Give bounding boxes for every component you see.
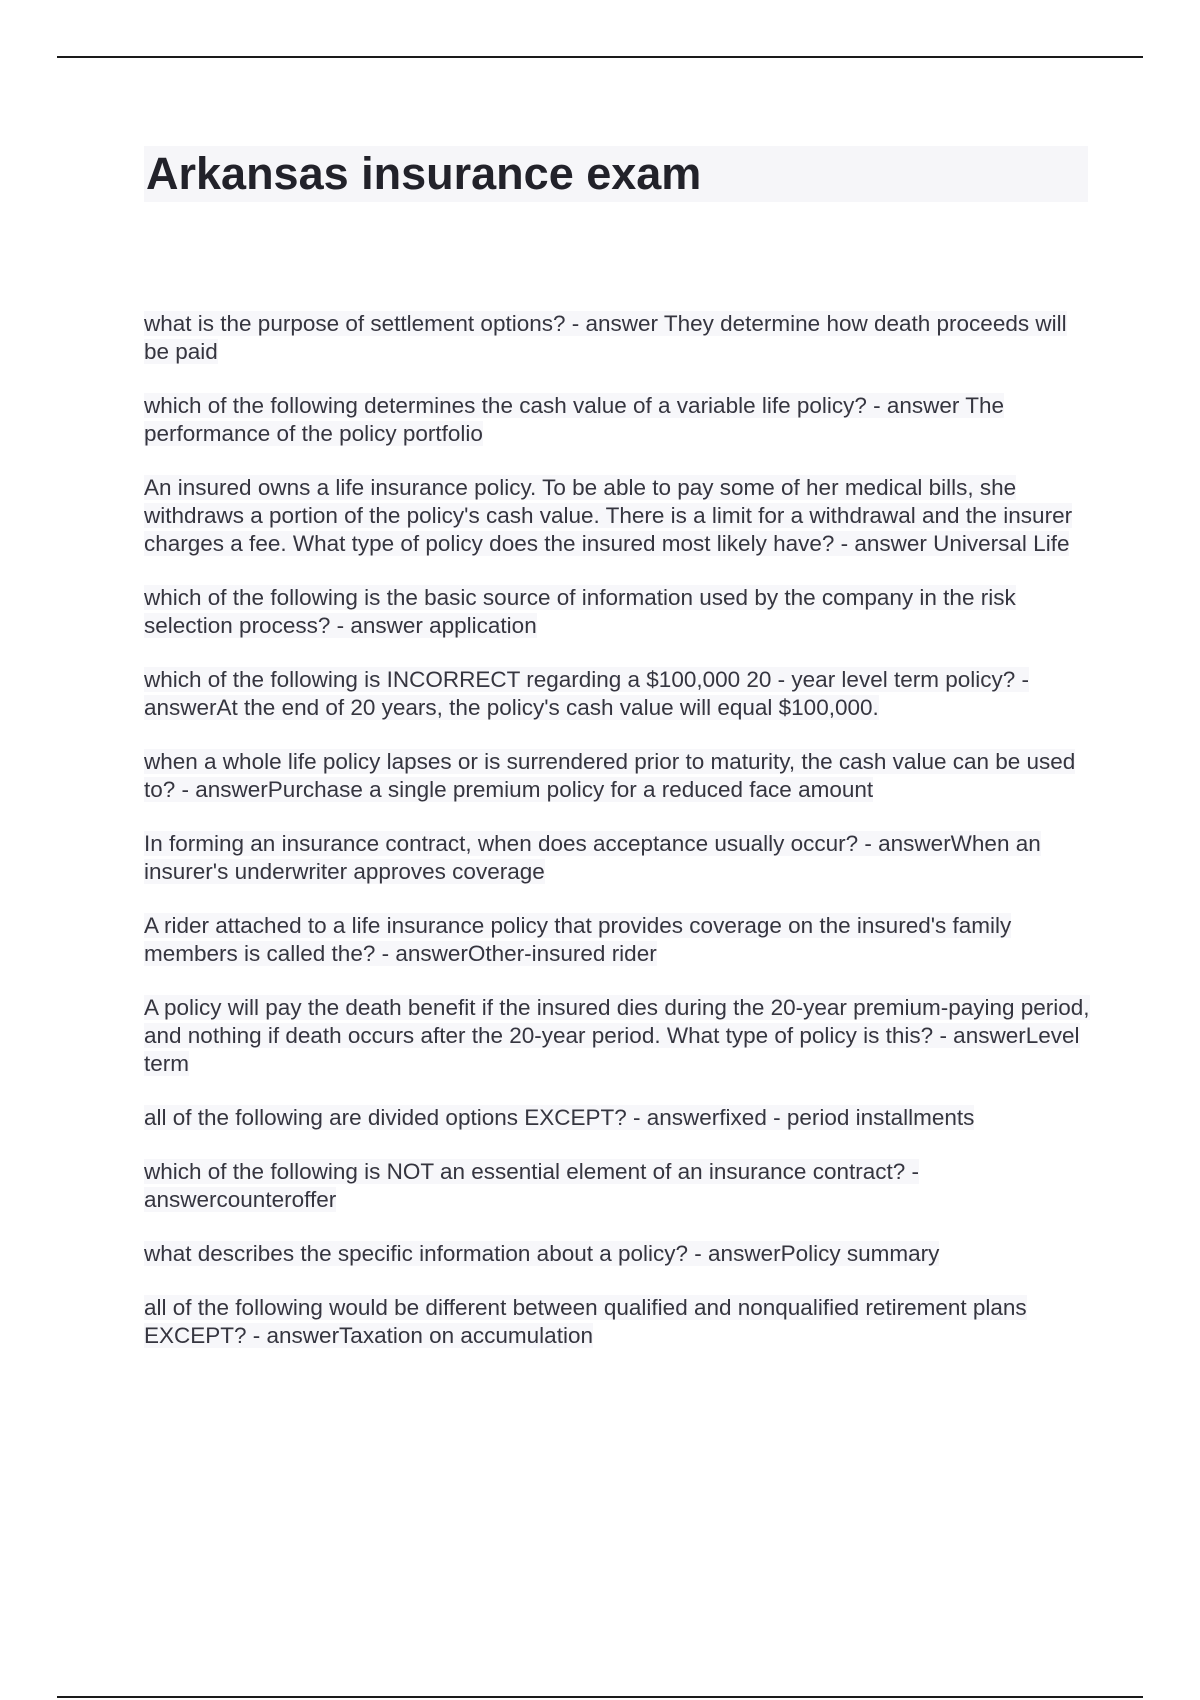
qa-text: what describes the specific information about a policy? - answerPolicy summary — [144, 1241, 940, 1266]
qa-item — [144, 666, 1090, 722]
page-title: Arkansas insurance exam — [146, 148, 702, 199]
qa-text: A rider attached to a life insurance policy that provides coverage on the insured's family members is called the? - answerOther-insured rider — [144, 913, 1012, 966]
top-divider — [57, 56, 1143, 58]
qa-text: when a whole life policy lapses or is surrendered prior to maturity, the cash value can be used to? - answerPurchase a single premium policy for a reduced face amount — [144, 749, 1076, 802]
qa-item — [144, 310, 1090, 366]
title-block — [144, 146, 1088, 202]
qa-item — [144, 474, 1090, 558]
qa-item — [144, 912, 1090, 968]
qa-item — [144, 994, 1090, 1078]
qa-text: A policy will pay the death benefit if the insured dies during the 20-year premium-paying period, and nothing if death occurs after the 20-year period. What type of policy is this? - answerLevel term — [144, 995, 1090, 1076]
qa-list — [144, 310, 1090, 1376]
qa-item — [144, 830, 1090, 886]
qa-item — [144, 1158, 1090, 1214]
qa-text: which of the following is the basic source of information used by the company in the risk selection process? - answer application — [144, 585, 1016, 638]
qa-item — [144, 1104, 1090, 1132]
qa-item — [144, 1240, 1090, 1268]
qa-text: which of the following is INCORRECT regarding a $100,000 20 - year level term policy? - answerAt the end of 20 years, the policy's cash value will equal $100,000. — [144, 667, 1029, 720]
qa-text: In forming an insurance contract, when does acceptance usually occur? - answerWhen an insurer's underwriter approves coverage — [144, 831, 1041, 884]
qa-text: all of the following are divided options EXCEPT? - answerfixed - period installments — [144, 1105, 975, 1130]
bottom-divider — [57, 1696, 1143, 1698]
qa-item — [144, 584, 1090, 640]
qa-text: An insured owns a life insurance policy. To be able to pay some of her medical bills, she withdraws a portion of the policy's cash value. There is a limit for a withdrawal and the insurer charges a fee. What type of policy does the insured most likely have? - answer Universal Life — [144, 475, 1073, 556]
qa-text: what is the purpose of settlement options? - answer They determine how death proceeds will be paid — [144, 311, 1067, 364]
qa-item — [144, 392, 1090, 448]
qa-item — [144, 1294, 1090, 1350]
qa-text: all of the following would be different between qualified and nonqualified retirement plans EXCEPT? - answerTaxation on accumulation — [144, 1295, 1027, 1348]
qa-text: which of the following is NOT an essential element of an insurance contract? - answercounteroffer — [144, 1159, 919, 1212]
qa-item — [144, 748, 1090, 804]
qa-text: which of the following determines the cash value of a variable life policy? - answer The performance of the policy portfolio — [144, 393, 1005, 446]
